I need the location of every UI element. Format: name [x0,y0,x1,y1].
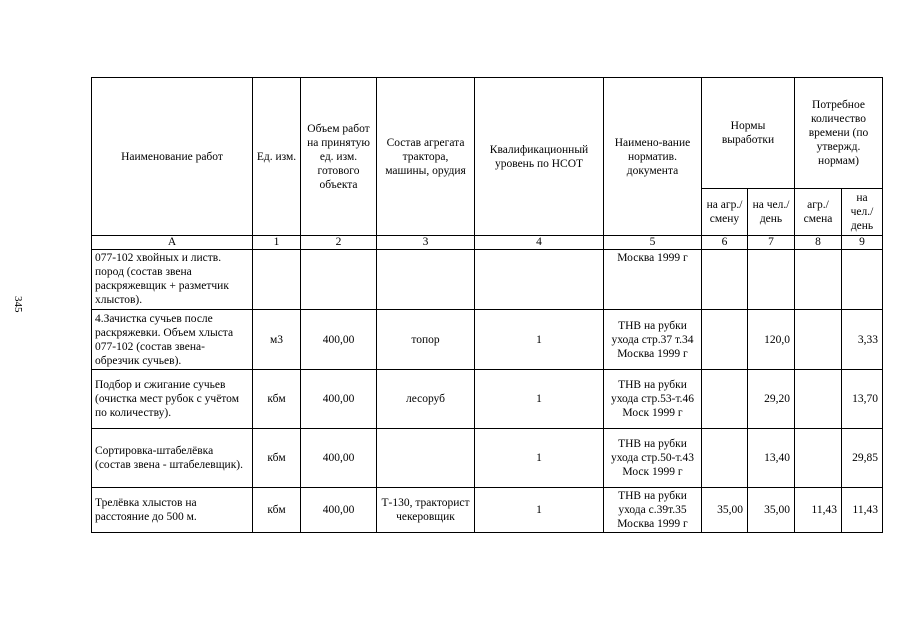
row-c6 [702,429,748,488]
row-qualification: 1 [475,488,604,533]
row-composition [377,250,475,310]
page-number: 345 [12,296,24,313]
row-volume: 400,00 [301,488,377,533]
row-composition: топор [377,310,475,370]
table-row [92,429,883,488]
row-c9: 3,33 [842,310,883,370]
row-unit: кбм [253,488,301,533]
row-unit: кбм [253,429,301,488]
row-c8 [795,370,842,429]
header-person-day: на чел./ день [842,189,883,236]
row-c9 [842,250,883,310]
row-c7: 120,0 [748,310,795,370]
row-document: Москва 1999 г [604,250,702,310]
row-unit [253,250,301,310]
row-qualification: 1 [475,429,604,488]
index-cell: А [92,236,253,250]
row-unit: кбм [253,370,301,429]
table-row [92,250,883,310]
row-name: Сортировка-штабелёвка (состав звена - штабелевщик). [92,429,253,488]
index-cell: 9 [842,236,883,250]
row-c6: 35,00 [702,488,748,533]
row-name: 077-102 хвойных и листв. пород (состав звена раскряжевщик + разметчик хлыстов). [92,250,253,310]
row-c9: 29,85 [842,429,883,488]
index-cell: 1 [253,236,301,250]
row-c6 [702,310,748,370]
row-c9: 11,43 [842,488,883,533]
table-row [92,370,883,429]
header-document: Наимено-вание норматив. документа [604,78,702,236]
row-c8 [795,429,842,488]
row-c7: 13,40 [748,429,795,488]
row-qualification: 1 [475,370,604,429]
row-document: ТНВ на рубки ухода стр.37 т.34 Москва 1999 г [604,310,702,370]
row-c7 [748,250,795,310]
table-row [92,488,883,533]
row-c9: 13,70 [842,370,883,429]
row-c8 [795,250,842,310]
index-cell: 2 [301,236,377,250]
row-c8: 11,43 [795,488,842,533]
table-row [92,310,883,370]
index-cell: 3 [377,236,475,250]
index-row [92,236,883,250]
row-c7: 35,00 [748,488,795,533]
header-qualification: Квалификационный уровень по НСОТ [475,78,604,236]
row-document: ТНВ на рубки ухода с.39т.35 Москва 1999 г [604,488,702,533]
header-per-unit-shift: на агр./ смену [702,189,748,236]
header-name: Наименование работ [92,78,253,236]
row-composition [377,429,475,488]
row-unit: м3 [253,310,301,370]
row-qualification [475,250,604,310]
row-name: Подбор и сжигание сучьев (очистка мест рубок с учётом по количеству). [92,370,253,429]
row-composition: Т-130, тракторист чекеровщик [377,488,475,533]
header-unit-shift: агр./ смена [795,189,842,236]
header-output-norms: Нормы выработки [702,78,795,189]
row-volume: 400,00 [301,370,377,429]
norms-table [91,77,883,533]
header-volume: Объем работ на принятую ед. изм. готового объекта [301,78,377,236]
row-volume: 400,00 [301,310,377,370]
row-c8 [795,310,842,370]
header-time-required: Потребное количество времени (по утвержд. нормам) [795,78,883,189]
row-document: ТНВ на рубки ухода стр.50-т.43 Моск 1999 г [604,429,702,488]
row-volume: 400,00 [301,429,377,488]
row-c6 [702,250,748,310]
row-c7: 29,20 [748,370,795,429]
index-cell: 6 [702,236,748,250]
header-row [92,78,883,189]
header-composition: Состав агрегата трактора, машины, орудия [377,78,475,236]
row-name: 4.Зачистка сучьев после раскряжевки. Объем хлыста 077-102 (состав звена-обрезчик сучьев). [92,310,253,370]
index-cell: 7 [748,236,795,250]
row-c6 [702,370,748,429]
row-qualification: 1 [475,310,604,370]
row-volume [301,250,377,310]
index-cell: 8 [795,236,842,250]
header-unit: Ед. изм. [253,78,301,236]
header-per-person-day: на чел./ день [748,189,795,236]
row-name: Трелёвка хлыстов на расстояние до 500 м. [92,488,253,533]
index-cell: 4 [475,236,604,250]
index-cell: 5 [604,236,702,250]
row-composition: лесоруб [377,370,475,429]
row-document: ТНВ на рубки ухода стр.53-т.46 Моск 1999 г [604,370,702,429]
